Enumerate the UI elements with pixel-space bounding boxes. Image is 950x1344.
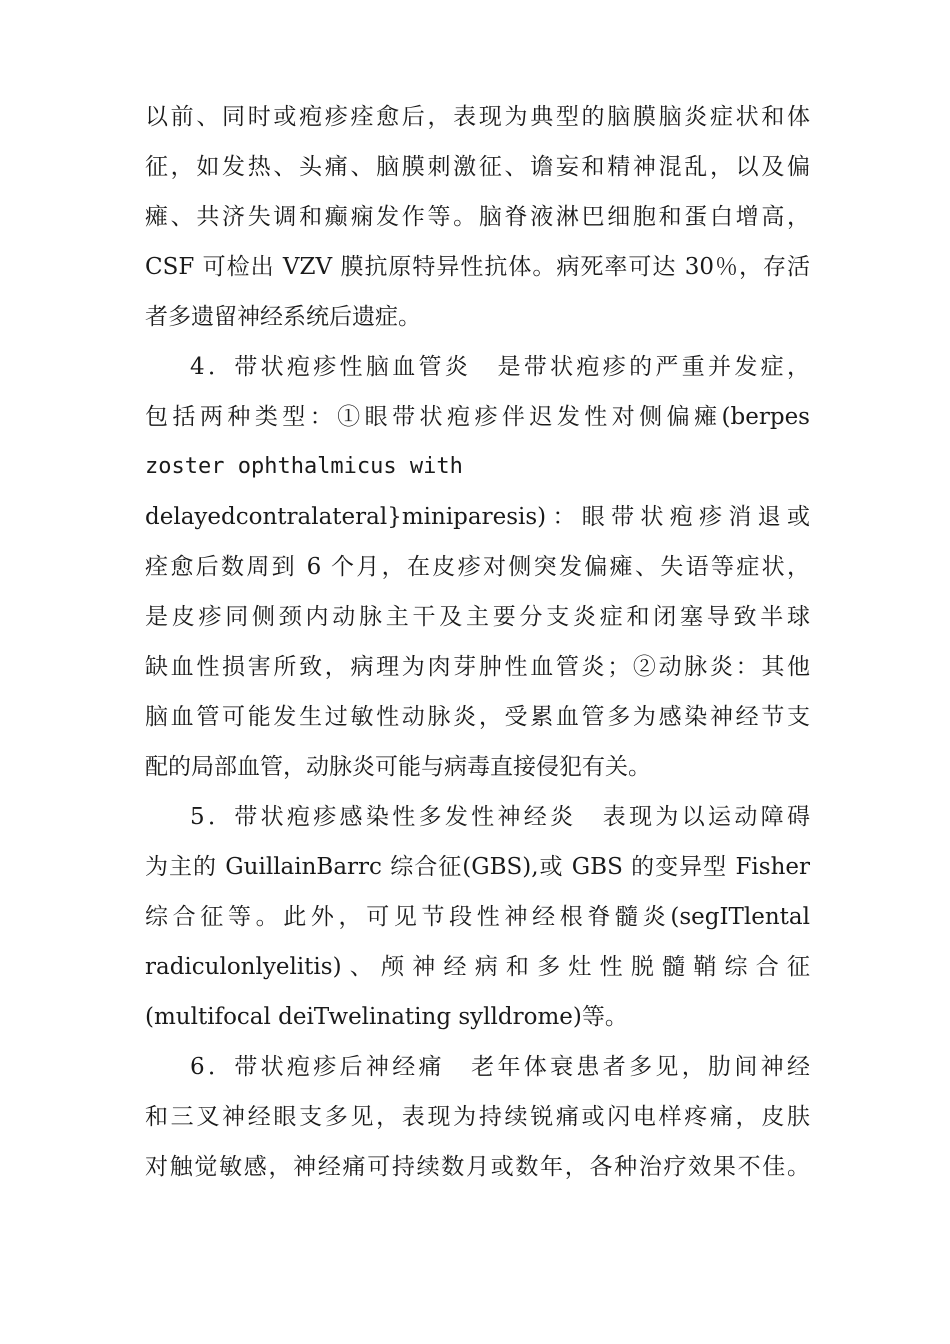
paragraph-5-heading-line: 5．带状疱疹感染性多发性神经炎 表现为以运动障碍 — [190, 804, 810, 830]
text-line: 是皮疹同侧颈内动脉主干及主要分支炎症和闭塞导致半球 — [145, 604, 810, 630]
text-line: 痊愈后数周到 6 个月，在皮疹对侧突发偏瘫、失语等症状， — [145, 554, 810, 580]
text-line: 为主的 GuillainBarrc 综合征(GBS),或 GBS 的变异型 Fisher — [145, 854, 810, 880]
text-line: 征，如发热、头痛、脑膜刺激征、谵妄和精神混乱，以及偏 — [145, 154, 810, 180]
text-line: (multifocal deiTwelinating sylldrome)等。 — [145, 1004, 628, 1030]
text-line: 脑血管可能发生过敏性动脉炎，受累血管多为感染神经节支 — [145, 704, 810, 730]
text-line: 以前、同时或疱疹痊愈后，表现为典型的脑膜脑炎症状和体 — [145, 104, 810, 130]
text-line: 者多遗留神经系统后遗症。 — [145, 304, 421, 330]
text-line: radiculonlyelitis)、颅神经病和多灶性脱髓鞘综合征 — [145, 954, 810, 980]
text-line: 缺血性损害所致，病理为肉芽肿性血管炎；②动脉炎：其他 — [145, 654, 810, 680]
text-line: delayedcontralateral}miniparesis)：眼带状疱疹消退或 — [145, 504, 810, 530]
text-line: CSF 可检出 VZV 膜抗原特异性抗体。病死率可达 30％，存活 — [145, 254, 810, 280]
text-line: 配的局部血管，动脉炎可能与病毒直接侵犯有关。 — [145, 754, 651, 780]
text-line: 综合征等。此外，可见节段性神经根脊髓炎(segITlental — [145, 904, 810, 930]
text-line: 瘫、共济失调和癫痫发作等。脑脊液淋巴细胞和蛋白增高， — [145, 204, 810, 230]
text-line: 和三叉神经眼支多见，表现为持续锐痛或闪电样疼痛，皮肤 — [145, 1104, 810, 1130]
paragraph-4-heading-line: 4．带状疱疹性脑血管炎 是带状疱疹的严重并发症， — [190, 354, 810, 380]
text-line: 包括两种类型：①眼带状疱疹伴迟发性对侧偏瘫(berpes — [145, 404, 810, 430]
text-line: 对触觉敏感，神经痛可持续数月或数年，各种治疗效果不佳。 — [145, 1154, 810, 1180]
paragraph-6-heading-line: 6．带状疱疹后神经痛 老年体衰患者多见，肋间神经 — [190, 1054, 810, 1080]
text-line: zoster ophthalmicus with — [145, 454, 463, 479]
